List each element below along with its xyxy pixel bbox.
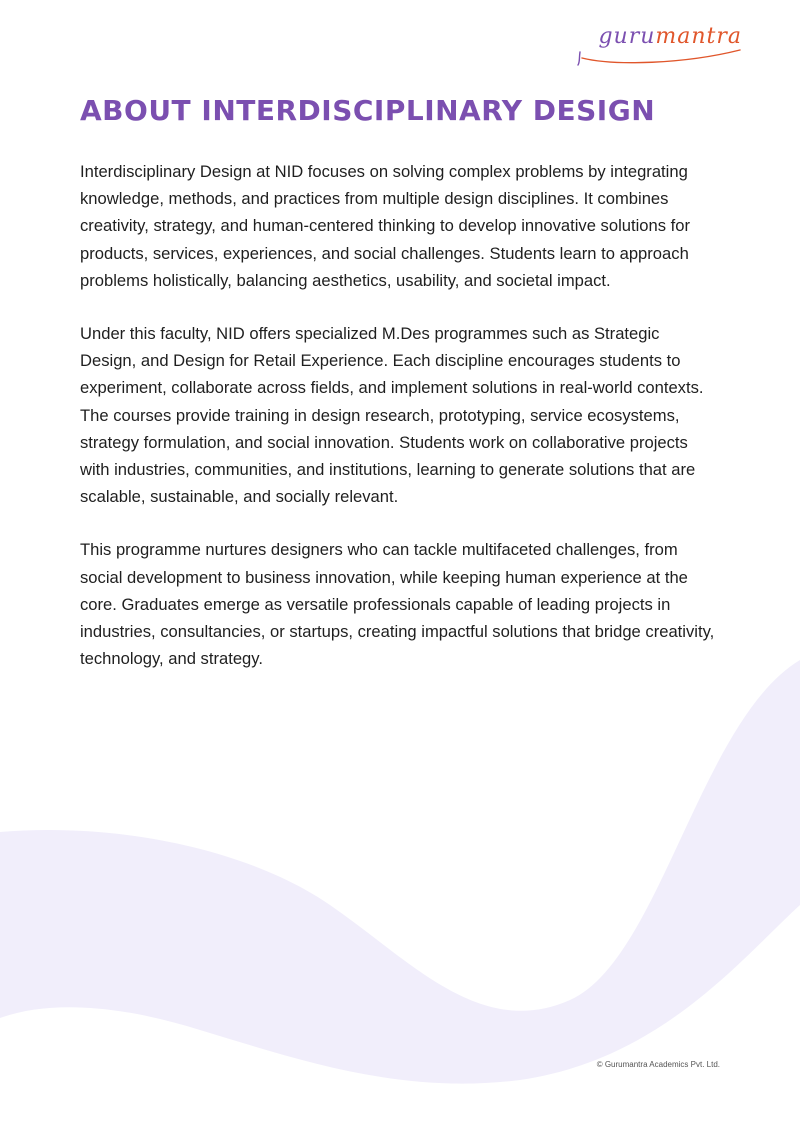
paragraph-programmes: Under this faculty, NID offers specialized M.Des programmes such as Strategic Design, and Design for Retail Experience. Each discipline encourages students to experiment, collaborate across fields, and implement solutions in real-world contexts. The courses provide training in design research, prototyping, service ecosystems, strategy formulation, and social innovation. Students work on collaborative projects with industries, communities, and institutions, learning to generate solutions that are scalable, sustainable, and socially relevant. xyxy=(80,324,704,507)
paragraph-intro: Interdisciplinary Design at NID focuses on solving complex problems by integrating knowledge, methods, and practices from multiple design disciplines. It combines creativity, strategy, and human-centered thinking to develop innovative solutions for products, services, experiences, and social challenges. Students learn to approach problems holistically, balancing aesthetics, usability, and societal impact. xyxy=(80,162,691,290)
copyright-footer: © Gurumantra Academics Pvt. Ltd. xyxy=(596,1060,720,1069)
page-title: ABOUT INTERDISCIPLINARY DESIGN xyxy=(80,94,656,127)
paragraph-outcomes: This programme nurtures designers who can tackle multifaceted challenges, from social development to business innovation, while keeping human experience at the core. Graduates emerge as versatile professionals capable of leading projects in industries, consultancies, or startups, creating impactful solutions that bridge creativity, technology, and strategy. xyxy=(80,540,715,669)
logo-guru-text: guru xyxy=(598,24,656,49)
logo-swash-icon xyxy=(574,40,744,66)
body-content xyxy=(80,158,720,698)
logo-mantra-text: mantra xyxy=(655,24,742,49)
wave-shape xyxy=(0,660,800,1084)
